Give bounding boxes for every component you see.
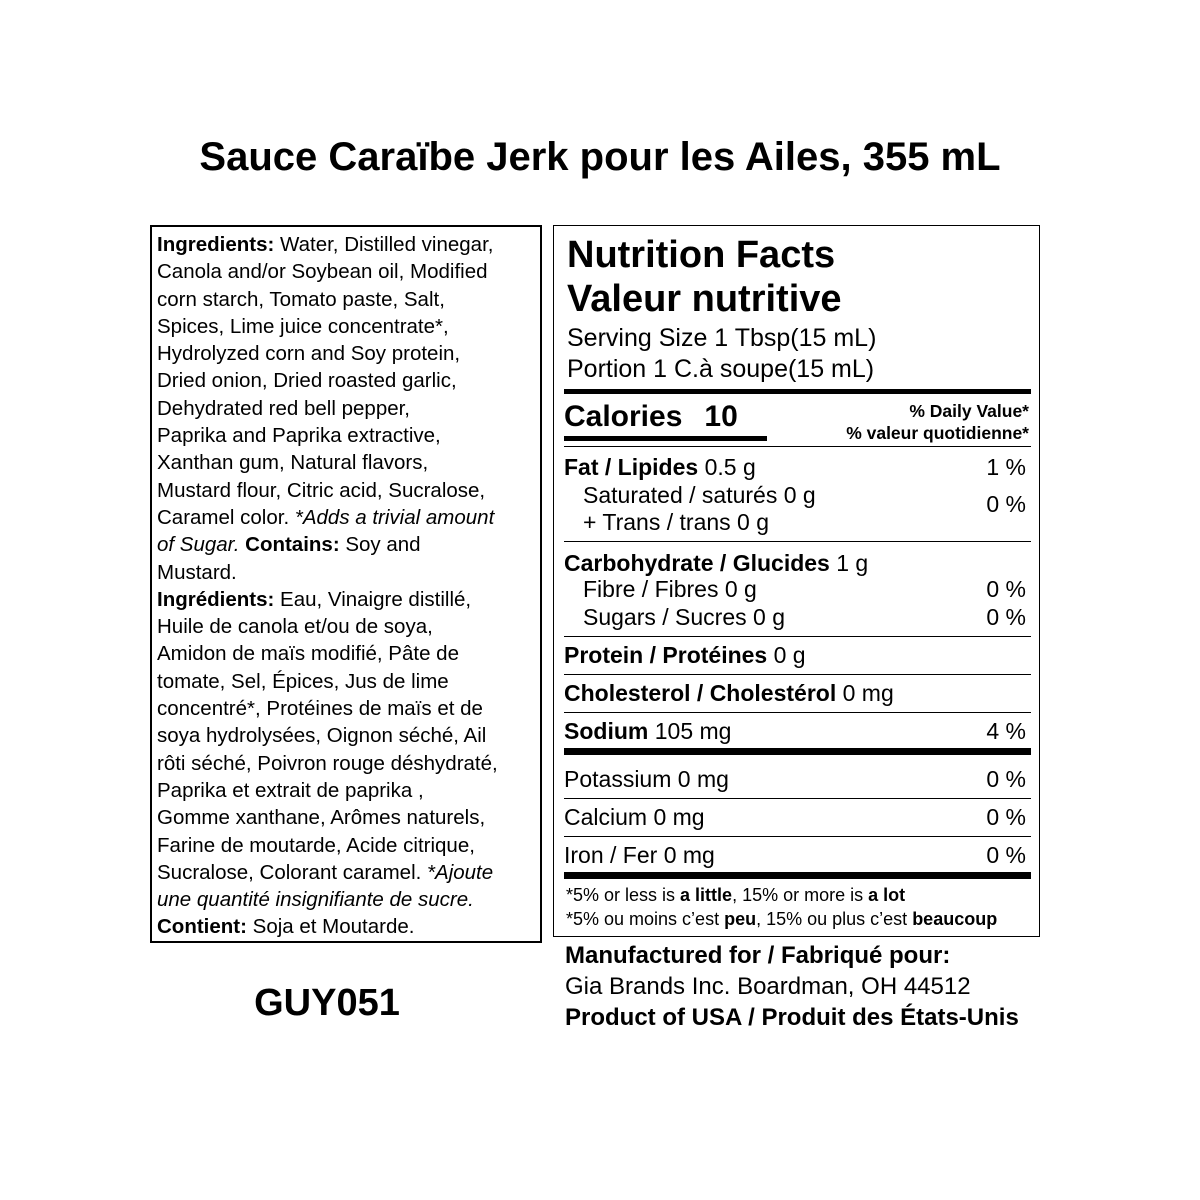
saturated-row: Saturated / saturés 0 g [583,482,816,508]
calories-underline [564,436,767,441]
nutrition-facts-table [553,225,1040,937]
ingredients-line: rôti séché, Poivron rouge déshydraté, [157,751,498,775]
calcium-percent: 0 % [986,804,1026,830]
fat-row: Fat / Lipides 0.5 g [564,454,756,480]
ingredients-line: Canola and/or Soybean oil, Modified [157,260,488,284]
divider [564,798,1031,799]
ingredients-line: Farine de moutarde, Acide citrique, [157,833,475,857]
ingredients-line: tomate, Sel, Épices, Jus de lime [157,669,449,693]
ingredients-line: Contient: Soja et Moutarde. [157,915,415,939]
daily-value-header: % Daily Value* % valeur quotidienne* [846,401,1029,443]
product-title: Sauce Caraïbe Jerk pour les Ailes, 355 mL [199,135,1001,179]
ingredients-line: Ingrédients: Eau, Vinaigre distillé, [157,587,472,611]
divider [564,541,1031,542]
ingredients-line: concentré*, Protéines de maïs et de [157,697,483,721]
manufacturer-label: Manufactured for / Fabriqué pour: [565,942,951,969]
ingredients-line: Paprika and Paprika extractive, [157,424,441,448]
fat-percent: 1 % [986,454,1026,480]
thick-divider [564,748,1031,755]
nutrition-title-en: Nutrition Facts [567,234,836,276]
divider [564,712,1031,713]
calories-label: Calories [564,400,683,433]
contains-label-en: Contains: [239,533,340,557]
sodium-percent: 4 % [986,718,1026,744]
potassium-percent: 0 % [986,766,1026,792]
sugars-row: Sugars / Sucres 0 g [583,604,785,630]
fibre-row: Fibre / Fibres 0 g [583,576,757,602]
cholesterol-row: Cholesterol / Cholestérol 0 mg [564,680,894,706]
ingredients-line: Dehydrated red bell pepper, [157,396,411,420]
carbohydrate-row: Carbohydrate / Glucides 1 g [564,550,869,576]
protein-row: Protein / Protéines 0 g [564,642,806,668]
ingredients-panel [150,225,542,943]
serving-size-fr: Portion 1 C.à soupe(15 mL) [567,355,875,383]
divider [564,636,1031,637]
ingredients-line: Mustard. [157,560,237,584]
ingredients-line: of Sugar. Contains: Soy and [157,533,421,557]
ingredients-line: Spices, Lime juice concentrate*, [157,314,449,338]
calcium-row: Calcium 0 mg [564,804,705,830]
nutrition-title-fr: Valeur nutritive [567,278,842,320]
divider [564,674,1031,675]
calories-row [564,400,738,434]
ingredients-line: Dried onion, Dried roasted garlic, [157,369,457,393]
ingredients-line: soya hydrolysées, Oignon séché, Ail [157,724,487,748]
ingredients-line: Amidon de maïs modifié, Pâte de [157,642,459,666]
ingredients-line: Ingredients: Water, Distilled vinegar, [157,233,494,256]
ingredients-line: Paprika et extrait de paprika , [157,778,424,802]
potassium-row: Potassium 0 mg [564,766,729,792]
footnote-fr: *5% ou moins c’est peu, 15% ou plus c’est beaucoup [566,909,998,929]
thick-divider [564,389,1031,394]
product-code: GUY051 [254,982,400,1024]
ingredients-line: Mustard flour, Citric acid, Sucralose, [157,478,486,502]
sodium-row: Sodium 105 mg [564,718,732,744]
ingredients-line: Hydrolyzed corn and Soy protein, [157,342,461,366]
ingredients-line: Sucralose, Colorant caramel. *Ajoute [157,860,494,884]
serving-size-en: Serving Size 1 Tbsp(15 mL) [567,324,877,352]
ingredients-line: Gomme xanthane, Arômes naturels, [157,806,486,830]
divider [564,836,1031,837]
sugars-percent: 0 % [986,604,1026,630]
divider [564,446,1031,447]
contains-label-fr: Contient: [157,915,247,939]
ingredients-line: Huile de canola et/ou de soya, [157,615,433,639]
calories-value: 10 [704,400,738,433]
thick-divider [564,872,1031,879]
saturated-trans-percent: 0 % [986,491,1026,517]
ingredients-line: Caramel color. *Adds a trivial amount [157,505,495,529]
iron-row: Iron / Fer 0 mg [564,842,715,868]
trans-row: + Trans / trans 0 g [583,509,770,535]
ingredients-line: une quantité insignifiante de sucre. [157,888,474,912]
product-origin: Product of USA / Produit des États-Unis [565,1004,1019,1031]
fibre-percent: 0 % [986,576,1026,602]
manufacturer-address: Gia Brands Inc. Boardman, OH 44512 [565,973,971,1000]
ingredients-label-fr: Ingrédients: [157,587,275,611]
ingredients-line: Xanthan gum, Natural flavors, [157,451,429,475]
footnote-en: *5% or less is a little, 15% or more is a lot [566,885,906,905]
iron-percent: 0 % [986,842,1026,868]
ingredients-label-en: Ingredients: [157,233,275,256]
manufacturer-info [565,940,1165,1033]
ingredients-line: corn starch, Tomato paste, Salt, [157,287,445,311]
